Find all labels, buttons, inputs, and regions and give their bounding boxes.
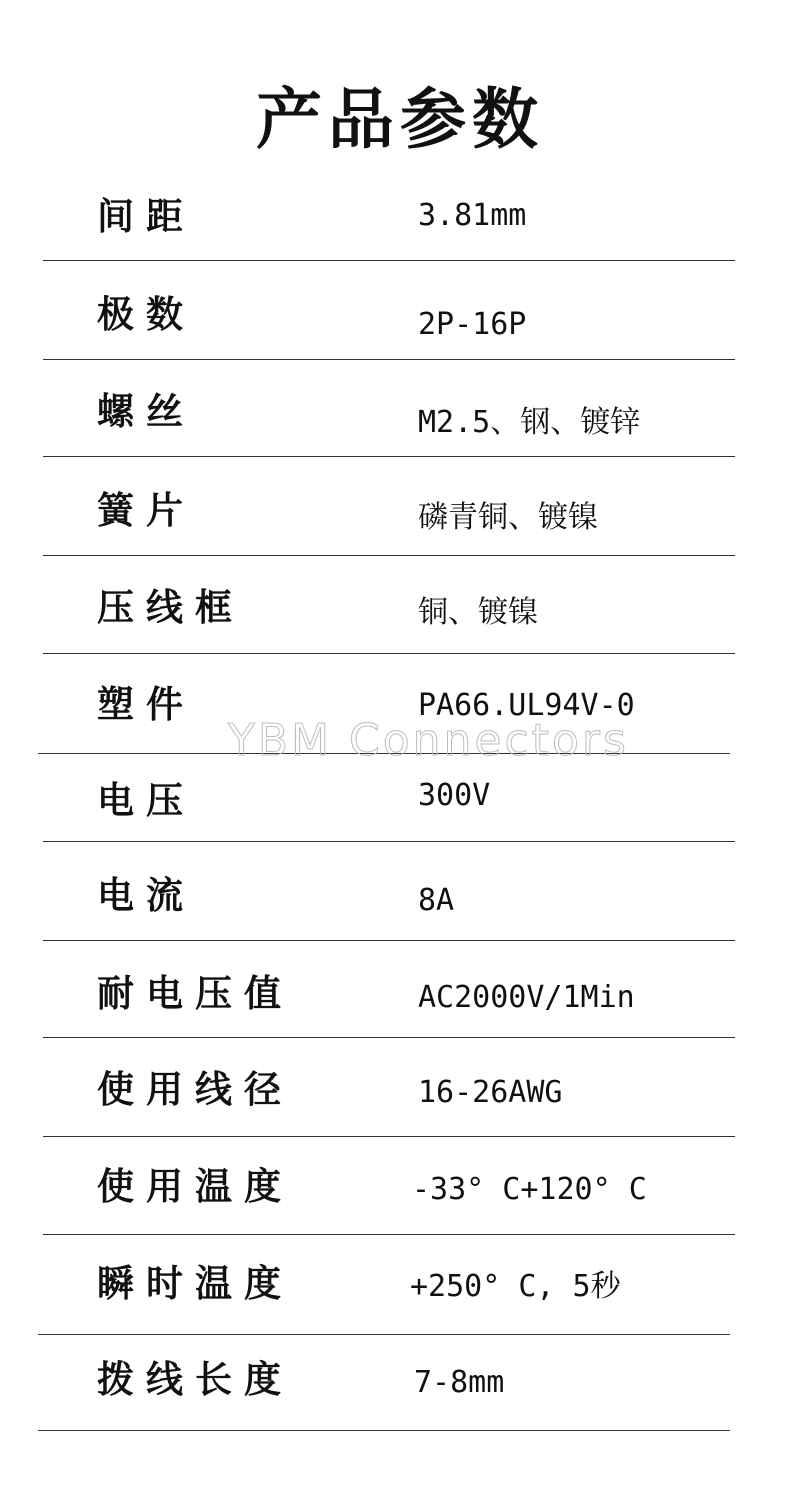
spec-value-withstand-voltage: AC2000V/1Min — [418, 980, 635, 1015]
spec-label-operating-temp: 使用温度 — [97, 1165, 293, 1208]
row-divider — [43, 1234, 735, 1235]
row-divider — [43, 359, 735, 360]
spec-label-wire-gauge: 使用线径 — [97, 1068, 293, 1111]
row-divider — [43, 841, 735, 842]
spec-label-voltage: 电压 — [97, 779, 195, 822]
spec-value-voltage: 300V — [418, 778, 491, 813]
row-divider — [43, 260, 735, 261]
spec-label-current: 电流 — [97, 874, 195, 917]
spec-label-reed: 簧片 — [97, 489, 195, 532]
row-divider — [38, 1430, 730, 1431]
page-title: 产品参数 — [256, 80, 544, 159]
row-divider — [43, 653, 735, 654]
row-divider — [43, 456, 735, 457]
spec-label-withstand-voltage: 耐电压值 — [97, 972, 293, 1015]
spec-value-instant-temp: +250° C, 5秒 — [410, 1269, 621, 1304]
row-divider — [43, 1037, 735, 1038]
spec-label-instant-temp: 瞬时温度 — [97, 1262, 293, 1305]
spec-label-strip-length: 拨线长度 — [97, 1358, 293, 1401]
row-divider — [38, 1334, 730, 1335]
watermark-text: YBM Connectors — [228, 715, 629, 766]
spec-value-operating-temp: -33° C+120° C — [412, 1172, 647, 1207]
spec-value-plastic: PA66.UL94V-0 — [418, 688, 635, 723]
spec-value-wire-gauge: 16-26AWG — [418, 1075, 563, 1110]
spec-value-strip-length: 7-8mm — [414, 1365, 505, 1400]
spec-value-screw: M2.5、钢、镀锌 — [418, 405, 641, 440]
row-divider — [43, 940, 735, 941]
spec-value-reed: 磷青铜、镀镍 — [418, 500, 598, 535]
row-divider — [43, 555, 735, 556]
spec-label-spacing: 间距 — [97, 195, 195, 238]
spec-value-poles: 2P-16P — [418, 307, 527, 342]
spec-label-poles: 极数 — [97, 293, 195, 336]
spec-value-current: 8A — [418, 883, 455, 918]
spec-label-screw: 螺丝 — [97, 390, 195, 433]
spec-label-plastic: 塑件 — [97, 683, 195, 726]
spec-value-spacing: 3.81mm — [418, 198, 527, 233]
row-divider — [43, 1136, 735, 1137]
spec-value-clamp: 铜、镀镍 — [418, 595, 538, 630]
spec-label-clamp: 压线框 — [97, 586, 244, 629]
